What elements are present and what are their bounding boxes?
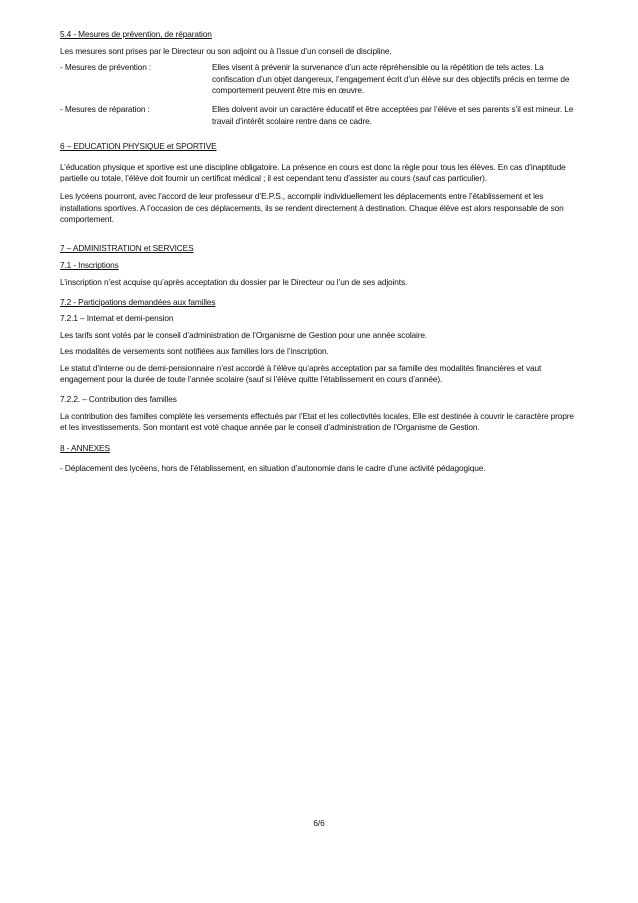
section-7-2-heading: 7.2 - Participations demandées aux familles [60, 296, 216, 307]
section-8-heading: 8 - ANNEXES [60, 442, 110, 453]
section-7-2-1-paragraph-1: Les tarifs sont votés par le conseil d’administration de l’Organisme de Gestion pour une année scolaire. [60, 329, 428, 340]
page-number: 6/6 [313, 818, 325, 828]
section-7-2-1-paragraph-2: Les modalités de versements sont notifiées aux familles lors de l’inscription. [60, 346, 329, 357]
document-page [60, 29, 580, 475]
section-5-4-heading: 5.4 - Mesures de prévention, de réparation [60, 29, 212, 39]
section-7-1-text: L’inscription n’est acquise qu’après acceptation du dossier par le Directeur ou l’un de ses adjoints. [60, 276, 408, 287]
section-6-paragraph-1: L’éducation physique et sportive est une discipline obligatoire. La présence en cours est donc la règle pour tous les élèves. En cas d’inaptitude partielle ou totale, l’élève doit fournir un certificat médical ; il est cependant tenu d’assister au cours (sauf cas particulier). [60, 161, 566, 184]
section-6-paragraph-2: Les lycéens pourront, avec l’accord de leur professeur d’E.P.S., accomplir individuellement les déplacements entre l’établissement et les installations sportives. A l’occasion de ces déplacements, ils se rendent directement à destination. Chaque élève est alors responsable de son comportement. [60, 190, 564, 225]
section-5-4-intro: Les mesures sont prises par le Directeur ou son adjoint ou à l’issue d’un conseil de discipline. [60, 45, 392, 56]
section-7-1-heading: 7.1 - Inscriptions [60, 260, 119, 271]
reparation-label: - Mesures de réparation : [60, 103, 150, 114]
reparation-text: Elles doivent avoir un caractère éducatif et être acceptées par l’élève et ses parents s’il est mineur. Le travail d’intérêt scolaire rentre dans ce cadre. [212, 103, 574, 126]
reparation-row [60, 104, 580, 127]
section-7-2-2-paragraph-1: La contribution des familles complète les versements effectués par l’Etat et les collectivités locales. Elle est destinée à couvrir le caractère propre et les investissements. Son montant est voté chaque année par le conseil d’administration de l’Organisme de Gestion. [60, 410, 574, 433]
section-8-paragraph-1: - Déplacement des lycéens, hors de l’établissement, en situation d’autonomie dans le cadre d’une activité pédagogique. [60, 463, 486, 474]
section-7-heading: 7 – ADMINISTRATION et SERVICES [60, 242, 194, 253]
prevention-row [60, 62, 580, 97]
section-7-2-1-title: 7.2.1 – Internat et demi-pension [60, 313, 174, 324]
section-7-2-1-paragraph-3: Le statut d’interne ou de demi-pensionnaire n’est accordé à l’élève qu’après acceptation par sa famille des modalités financières et vaut engagement pour la durée de toute l’année scolaire (sauf si l’élève quitte l’établissement en cours d’année). [60, 362, 542, 385]
prevention-label: - Mesures de prévention : [60, 62, 152, 73]
section-6-heading: 6 – EDUCATION PHYSIQUE et SPORTIVE [60, 141, 217, 152]
prevention-text: Elles visent à prévenir la survenance d’un acte répréhensible ou la répétition de tels actes. La confiscation d’un objet dangereux, l’engagement écrit d’un élève sur des objectifs précis en terme de comportement peuvent être mis en œuvre. [212, 62, 570, 96]
section-7-2-2-title: 7.2.2. – Contribution des familles [60, 394, 177, 405]
